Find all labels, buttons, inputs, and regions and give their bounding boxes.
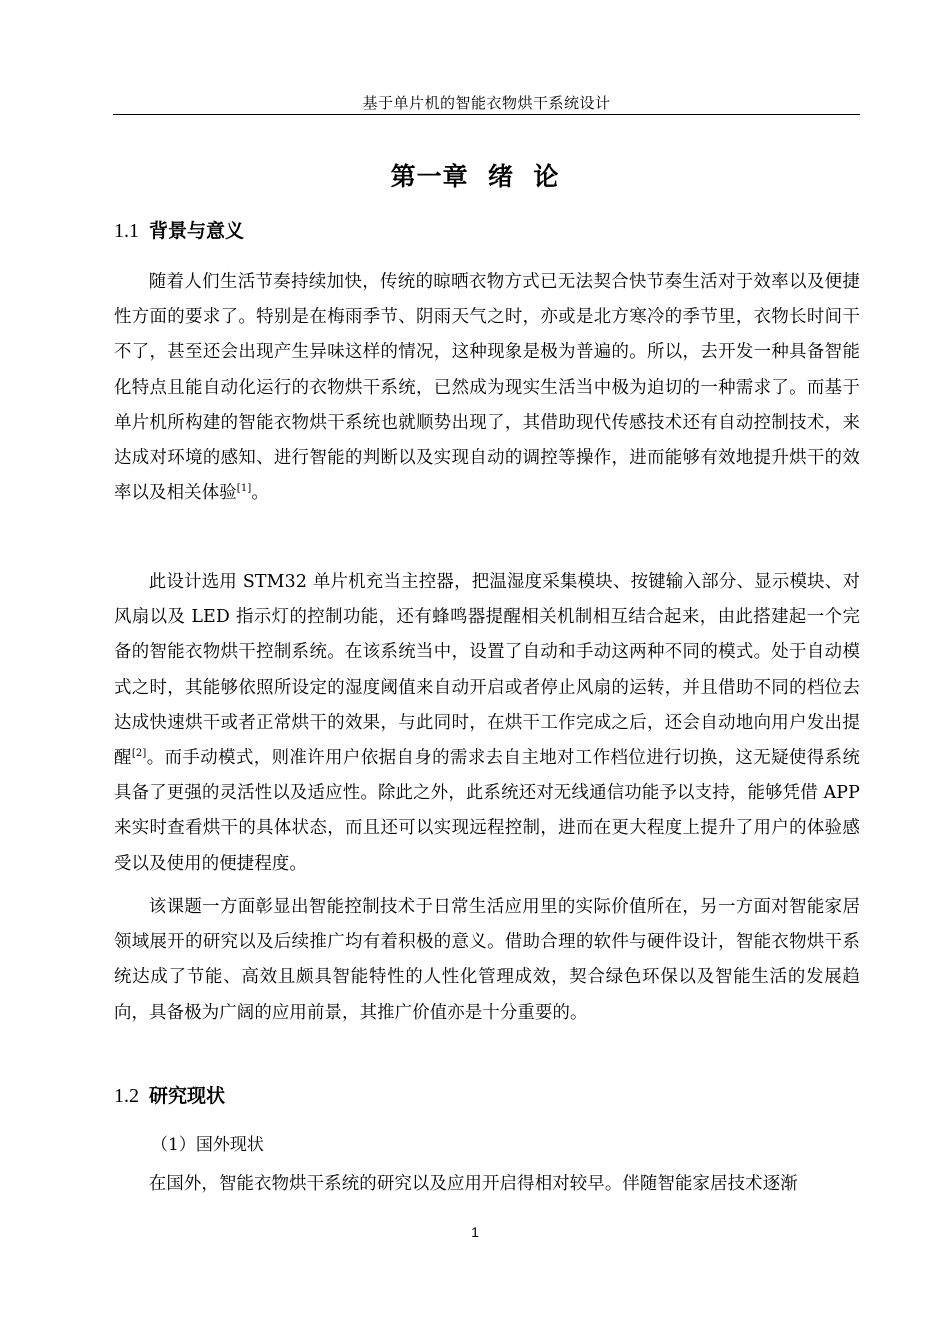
paragraph-text: 此设计选用 STM32 单片机充当主控器，把温湿度采集模块、按键输入部分、显示模块、对风扇以及 LED 指示灯的控制功能，还有蜂鸣器提醒相关机制相互结合起来，由此搭建起一个完备的智能衣物烘干控制系统。在该系统当中，设置了自动和手动这两种不同的模式。处于自动模式之时，其能够依照所设定的湿度阈值来自动开启或者停止风扇的运转，并且借助不同的档位去达成快速烘干或者正常烘干的效果，与此同时，在烘干工作完成之后，还会自动地向用户发出提醒 [114,572,860,769]
section-heading-1-1 [114,216,244,243]
paragraph-text: 该课题一方面彰显出智能控制技术于日常生活应用里的实际价值所在，另一方面对智能家居领域展开的研究以及后续推广均有着积极的意义。借助合理的软件与硬件设计，智能衣物烘干系统达成了节能、高效且颇具智能特性的人性化管理成效，契合绿色环保以及智能生活的发展趋向，具备极为广阔的应用前景，其推广价值亦是十分重要的。 [114,897,860,1023]
section-title: 背景与意义 [149,220,245,242]
paragraph-foreign-status [114,1167,860,1202]
section-heading-1-2 [114,1081,225,1108]
subheading-foreign-status: （1）国外现状 [151,1135,264,1155]
chapter-title [0,157,950,193]
section-number: 1.2 [114,1085,139,1107]
running-header: 基于单片机的智能衣物烘干系统设计 [362,94,611,112]
paragraph-background-1 [114,265,860,511]
section-number: 1.1 [114,220,139,242]
section-title: 研究现状 [149,1085,226,1107]
citation-ref-1: [1] [236,483,252,495]
chapter-title-text: 第一章 绪 论 [390,162,560,191]
paragraph-text: 随着人们生活节奏持续加快，传统的晾晒衣物方式已无法契合快节奏生活对于效率以及便捷性方面的要求了。特别是在梅雨季节、阴雨天气之时，亦或是北方寒冷的季节里，衣物长时间干不了，甚至还会出现产生异味这样的情况，这种现象是极为普遍的。所以，去开发一种具备智能化特点且能自动化运行的衣物烘干系统，已然成为现实生活当中极为迫切的一种需求了。而基于单片机所构建的智能衣物烘干系统也就顺势出现了，其借助现代传感技术还有自动控制技术，来达成对环境的感知、进行智能的判断以及实现自动的调控等操作，进而能够有效地提升烘干的效率以及相关体验 [114,272,860,504]
paragraph-end: 。 [251,483,269,504]
citation-ref-2: [2] [131,748,147,760]
paragraph-background-2 [114,565,860,882]
paragraph-text-continued: 。而手动模式，则准许用户依据自身的需求去自主地对工作档位进行切换，这无疑使得系统具备了更强的灵活性以及适应性。除此之外，此系统还对无线通信功能予以支持，能够凭借 APP 来实时查看烘干的具体状态，而且还可以实现远程控制，进而在更大程度上提升了用户的体验感受以及使用的便捷程度。 [114,748,860,874]
header-rule [113,114,860,115]
paragraph-text: 在国外，智能衣物烘干系统的研究以及应用开启得相对较早。伴随智能家居技术逐渐 [148,1174,798,1194]
page-number: 1 [471,1224,479,1240]
paragraph-background-3 [114,890,860,1031]
